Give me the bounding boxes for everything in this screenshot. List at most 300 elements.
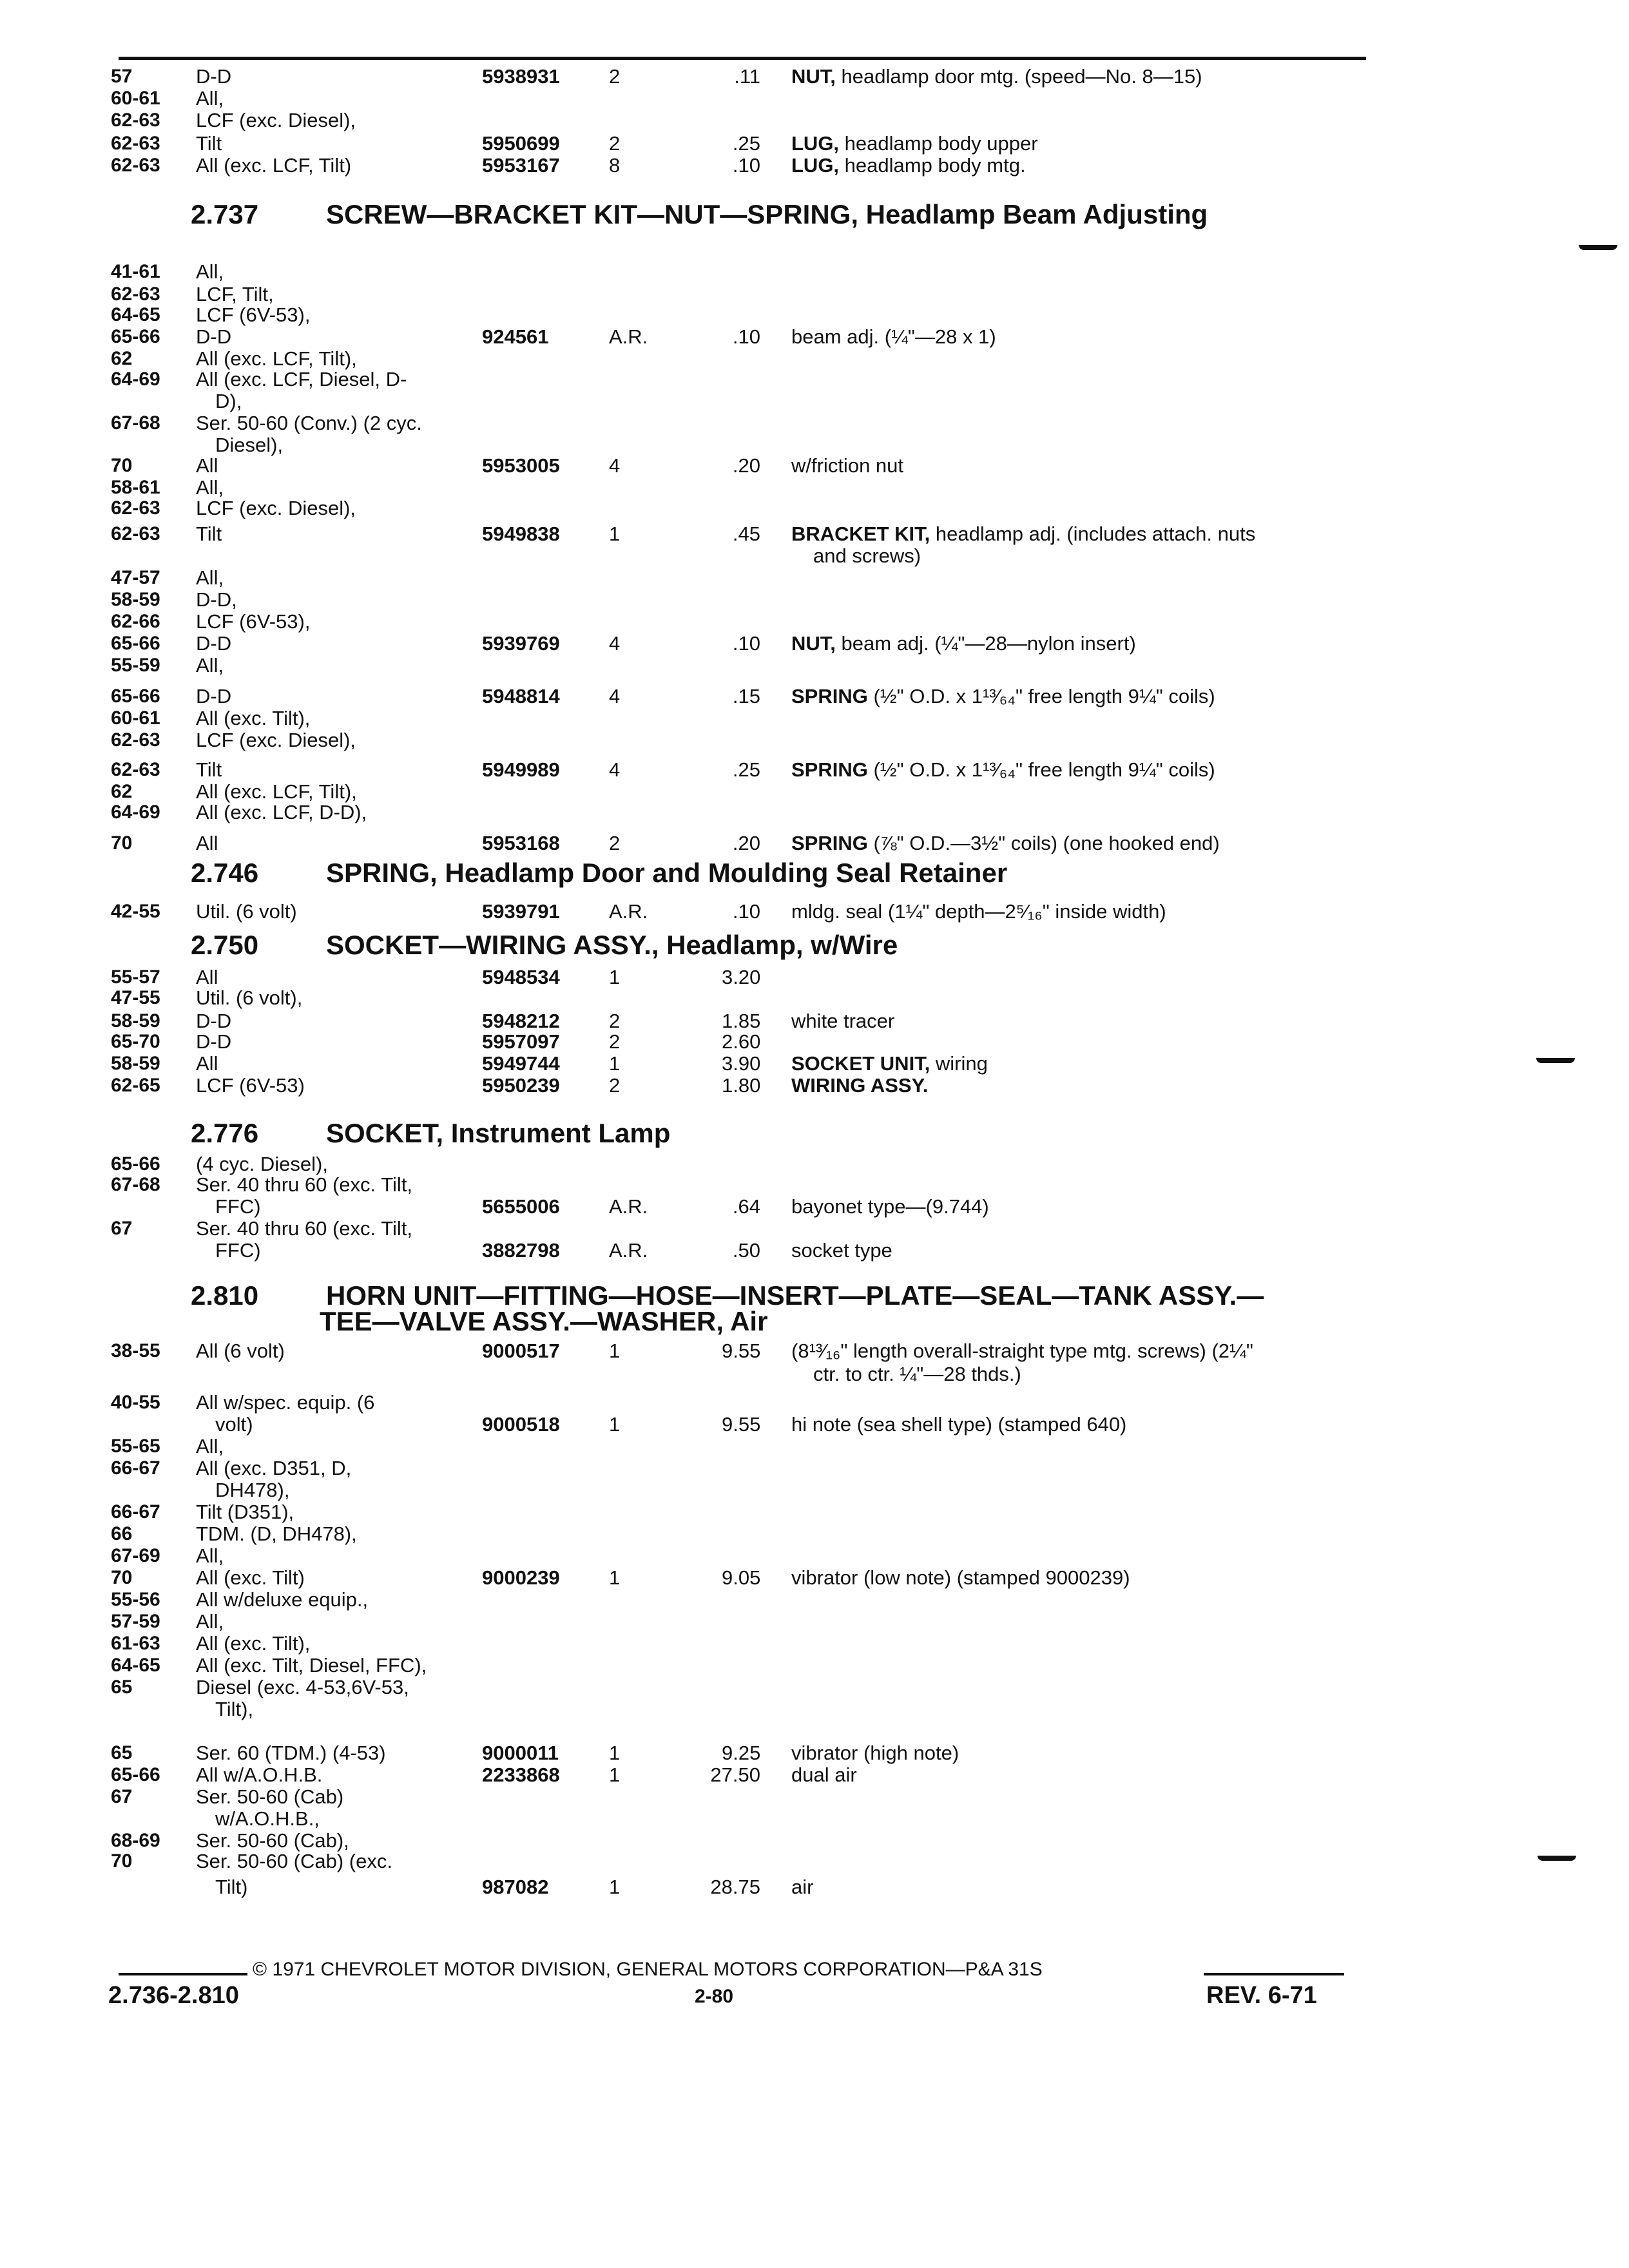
quantity: A.R. [609,1239,648,1262]
application: FFC) [215,1196,261,1218]
application: D-D [196,1031,232,1053]
description-text: headlamp adj. (includes attach. nuts [930,523,1256,545]
application: DH478), [215,1479,290,1501]
model-years: 68-69 [111,1830,160,1851]
parts-row [0,1786,1629,1808]
part-number: 5953005 [482,454,560,477]
footer-rule-right [1204,1973,1344,1975]
price: .64 [732,1195,760,1218]
parts-row [0,1075,1629,1097]
parts-row [0,1436,1629,1457]
application: Tilt) [215,1876,248,1898]
section-heading [0,928,1629,963]
application: All (exc. Tilt), [196,707,311,729]
price: .50 [732,1239,760,1262]
parts-row [0,1611,1629,1633]
model-years: 64-69 [111,369,160,390]
quantity: 1 [609,1413,621,1436]
model-years: 62-63 [111,729,160,751]
application: All (exc. LCF, Tilt) [196,155,352,177]
description [791,1742,959,1764]
description-text: headlamp body upper [839,133,1038,155]
parts-row [0,155,1629,177]
model-years: 62-63 [111,133,160,154]
price: 27.50 [710,1763,760,1786]
quantity: 2 [609,1074,621,1097]
description-text: (½" O.D. x 1¹³⁄₆₄" free length 9¼" coils) [867,686,1215,707]
application: Ser. 50-60 (Conv.) (2 cyc. [196,412,422,434]
model-years: 62-63 [111,284,160,305]
parts-row [0,781,1629,803]
model-years: 62-65 [111,1075,160,1096]
quantity: 1 [609,1566,621,1589]
quantity: 2 [609,1030,621,1053]
model-years: 58-59 [111,1010,160,1032]
part-number: 5939769 [482,632,560,655]
model-years: 57 [111,66,133,87]
parts-row [0,1340,1629,1362]
parts-row [0,1808,1629,1830]
description-text: bayonet type—(9.744) [791,1196,989,1218]
application: All, [196,261,224,283]
part-number: 5949744 [482,1052,560,1075]
description [791,759,1215,781]
description [791,1240,892,1262]
description [791,1010,894,1032]
application: All w/spec. equip. (6 [196,1392,375,1414]
parts-row [0,589,1629,611]
price: 28.75 [710,1876,760,1898]
parts-row [0,633,1629,655]
parts-row [0,284,1629,305]
parts-row [0,1363,1629,1385]
section-heading-continued [0,1304,1629,1339]
quantity: 1 [609,966,621,988]
footer-copyright: © 1971 CHEVROLET MOTOR DIVISION, GENERAL MOTORS CORPORATION—P&A 31S [253,1959,1043,1980]
parts-row [0,110,1629,131]
application: Ser. 50-60 (Cab) (exc. [196,1850,392,1872]
model-years: 67-68 [111,412,160,434]
model-years: 55-59 [111,655,160,676]
parts-row [0,1457,1629,1479]
parts-row [0,1153,1629,1175]
application: Ser. 50-60 (Cab) [196,1786,344,1808]
description [791,523,1255,545]
application: LCF (exc. Diesel), [196,497,356,519]
parts-row [0,412,1629,434]
section-number: 2.750 [191,930,259,960]
model-years: 38-55 [111,1340,160,1361]
application: All, [196,1611,224,1633]
part-number: 5948212 [482,1010,560,1032]
model-years: 65 [111,1677,133,1698]
part-number: 5948814 [482,685,560,707]
description [791,1340,1253,1362]
description-text: w/friction nut [791,455,904,477]
model-years: 60-61 [111,88,160,109]
parts-row [0,1501,1629,1523]
part-number: 5938931 [482,65,560,88]
application: D-D, [196,589,237,611]
parts-row [0,455,1629,477]
model-years: 67-68 [111,1174,160,1195]
section-title: SOCKET—WIRING ASSY., Headlamp, w/Wire [326,930,898,960]
part-number: 5950699 [482,132,560,155]
application: Tilt [196,523,222,545]
model-years: 62-63 [111,759,160,780]
application: (4 cyc. Diesel), [196,1153,328,1175]
description-text: (½" O.D. x 1¹³⁄₆₄" free length 9¼" coils) [867,759,1215,781]
parts-row [0,1031,1629,1053]
price: .11 [734,65,760,88]
description-text: vibrator (low note) (stamped 9000239) [791,1567,1130,1589]
part-number: 924561 [482,325,549,348]
application: Tilt), [215,1698,254,1720]
model-years: 67 [111,1786,133,1807]
parts-row [0,1677,1629,1698]
model-years: 65-70 [111,1031,160,1052]
price: .20 [732,832,760,854]
parts-row [0,1218,1629,1240]
application: D-D [196,686,232,707]
price: .10 [732,154,760,177]
model-years: 70 [111,1850,133,1872]
section-number: 2.776 [191,1118,259,1148]
parts-row [0,545,1629,567]
application: Ser. 60 (TDM.) (4-53) [196,1742,386,1764]
price: .45 [732,523,760,545]
parts-row [0,1196,1629,1218]
quantity: 4 [609,685,621,707]
model-years: 47-57 [111,567,160,588]
quantity: 2 [609,65,621,88]
description [791,133,1038,155]
parts-row [0,1567,1629,1589]
description-keyword: SPRING [791,832,868,854]
price: .10 [732,325,760,348]
description-keyword: LUG, [791,155,840,177]
section-heading [0,197,1629,232]
part-number: 5950239 [482,1074,560,1097]
description [791,326,996,348]
parts-row [0,1174,1629,1196]
section-heading [0,856,1629,890]
description-text: socket type [791,1240,892,1262]
description-text: headlamp door mtg. (speed—No. 8—15) [835,66,1202,88]
parts-row [0,1830,1629,1852]
application: D-D [196,633,232,655]
parts-row [0,686,1629,707]
parts-row [0,1655,1629,1677]
parts-row [0,1698,1629,1720]
quantity: 4 [609,454,621,477]
parts-row [0,66,1629,88]
binder-mark [1537,1856,1576,1861]
description [791,1053,988,1075]
parts-row [0,261,1629,283]
application: D-D [196,1010,232,1032]
quantity: 1 [609,1340,621,1362]
parts-row [0,759,1629,781]
description-text: headlamp body mtg. [839,155,1026,177]
model-years: 65-66 [111,1764,160,1785]
model-years: 57-59 [111,1611,160,1632]
model-years: 55-57 [111,966,160,988]
model-years: 70 [111,455,133,476]
model-years: 61-63 [111,1633,160,1654]
part-number: 5949838 [482,523,560,545]
model-years: 65-66 [111,326,160,347]
part-number: 5953167 [482,154,560,177]
quantity: 2 [609,132,621,155]
application: All (exc. D351, D, [196,1457,352,1479]
footer-section-range: 2.736-2.810 [108,1982,239,2009]
parts-row [0,1392,1629,1414]
quantity: 1 [609,523,621,545]
description [791,901,1166,923]
price: 1.80 [722,1074,761,1097]
application: Tilt (D351), [196,1501,294,1523]
price: .20 [732,454,760,477]
application: Ser. 40 thru 60 (exc. Tilt, [196,1174,412,1196]
model-years: 65-66 [111,1153,160,1175]
parts-row [0,1876,1629,1898]
parts-row [0,1589,1629,1611]
model-years: 60-61 [111,707,160,729]
description-text: air [791,1876,814,1898]
part-number: 9000239 [482,1566,560,1589]
description-text: white tracer [791,1010,895,1032]
application: All [196,1053,218,1075]
parts-row [0,966,1629,988]
application: Tilt [196,759,222,781]
description [813,1363,1021,1385]
model-years: 62-63 [111,155,160,176]
application: w/A.O.H.B., [215,1808,320,1830]
description [791,686,1215,707]
parts-row [0,523,1629,545]
parts-row [0,348,1629,370]
parts-row [0,1053,1629,1075]
description-text: ctr. to ctr. ¼"—28 thds.) [813,1363,1021,1385]
section-heading [0,1116,1629,1151]
application: TDM. (D, DH478), [196,1523,357,1545]
model-years: 62-63 [111,523,160,544]
quantity: 1 [609,1876,621,1898]
application: All, [196,655,224,677]
application: D-D [196,66,232,88]
application: All, [196,477,224,499]
application: All (exc. LCF, Diesel, D- [196,369,407,390]
price: .10 [732,900,760,923]
model-years: 62 [111,348,133,369]
description-text: beam adj. (¼"—28 x 1) [791,326,996,348]
parts-row [0,133,1629,155]
quantity: A.R. [609,325,648,348]
application: All w/A.O.H.B. [196,1764,323,1786]
parts-row [0,707,1629,729]
application: All (exc. LCF, Tilt), [196,348,357,370]
section-title: HORN UNIT—FITTING—HOSE—INSERT—PLATE—SEAL—TANK ASSY.— [326,1280,1264,1311]
price: .15 [732,685,760,707]
price: 3.90 [722,1052,761,1075]
application: All w/deluxe equip., [196,1589,369,1611]
application: LCF (6V-53), [196,304,311,326]
quantity: 1 [609,1052,621,1075]
quantity: 1 [609,1742,621,1764]
section-title-line2: TEE—VALVE ASSY.—WASHER, Air [320,1306,768,1336]
description-keyword: SPRING [791,759,868,781]
section-title: SPRING, Headlamp Door and Moulding Seal Retainer [326,858,1008,888]
model-years: 64-65 [111,304,160,325]
parts-row [0,88,1629,110]
part-number: 5953168 [482,832,560,854]
section-number: 2.746 [191,858,259,888]
application: All, [196,1436,224,1457]
description [813,545,921,567]
application: All [196,455,218,477]
application: D-D [196,326,232,348]
footer-rule-left [119,1973,247,1975]
parts-row [0,434,1629,456]
section-number: 2.737 [191,199,259,229]
description [791,155,1026,177]
quantity: 2 [609,832,621,854]
application: Diesel (exc. 4-53,6V-53, [196,1677,409,1698]
application: LCF (6V-53), [196,611,311,633]
part-number: 5939791 [482,900,560,923]
description [791,1196,989,1218]
parts-row [0,1240,1629,1262]
model-years: 70 [111,832,133,854]
parts-row [0,1633,1629,1655]
application: All (exc. LCF, Tilt), [196,781,357,803]
section-title: SOCKET, Instrument Lamp [326,1118,671,1148]
part-number: 5957097 [482,1030,560,1053]
description-text: and screws) [813,545,921,567]
parts-row [0,1764,1629,1786]
part-number: 2233868 [482,1763,560,1786]
description [791,1075,928,1097]
section-title: SCREW—BRACKET KIT—NUT—SPRING, Headlamp Beam Adjusting [326,199,1208,229]
quantity: A.R. [609,900,648,923]
model-years: 62-63 [111,110,160,131]
binder-mark [1536,1058,1575,1063]
parts-row [0,611,1629,633]
parts-row [0,304,1629,326]
application: Ser. 40 thru 60 (exc. Tilt, [196,1218,412,1240]
application: LCF (exc. Diesel), [196,110,356,131]
description-text: mldg. seal (1¼" depth—2⁵⁄₁₆" inside width) [791,901,1166,923]
description-text: (8¹³⁄₁₆" length overall-straight type mtg. screws) (2¼" [791,1340,1253,1362]
parts-row [0,1545,1629,1567]
model-years: 66-67 [111,1457,160,1479]
parts-row [0,987,1629,1009]
parts-row [0,901,1629,923]
application: D), [215,390,242,412]
part-number: 987082 [482,1876,549,1898]
parts-row [0,1010,1629,1032]
parts-row [0,1850,1629,1872]
parts-row [0,832,1629,854]
price: 9.55 [722,1340,761,1362]
application: LCF (6V-53) [196,1075,305,1097]
model-years: 62-66 [111,611,160,632]
parts-row [0,1523,1629,1545]
footer-revision: REV. 6-71 [1206,1982,1317,2009]
model-years: 58-59 [111,589,160,610]
model-years: 41-61 [111,261,160,282]
application: Tilt [196,133,222,155]
parts-row [0,1742,1629,1764]
price: .25 [732,132,760,155]
description-text: vibrator (high note) [791,1742,959,1764]
description [791,1567,1130,1589]
model-years: 66-67 [111,1501,160,1523]
price: .10 [732,632,760,655]
application: All (exc. Tilt) [196,1567,305,1589]
model-years: 67-69 [111,1545,160,1566]
description-keyword: BRACKET KIT, [791,523,930,545]
application: All, [196,567,224,589]
description-keyword: NUT, [791,66,836,88]
model-years: 55-65 [111,1436,160,1457]
description [791,455,903,477]
model-years: 65 [111,1742,133,1763]
description-text: wiring [930,1053,988,1075]
quantity: 1 [609,1763,621,1786]
parts-row [0,802,1629,823]
application: FFC) [215,1240,261,1262]
parts-row [0,1479,1629,1501]
model-years: 65-66 [111,633,160,654]
quantity: 4 [609,758,621,781]
model-years: 64-65 [111,1655,160,1676]
description [791,832,1220,854]
application: All, [196,1545,224,1567]
binder-mark [1579,245,1617,250]
description-keyword: SOCKET UNIT, [791,1053,930,1075]
quantity: 8 [609,154,621,177]
parts-row [0,390,1629,412]
model-years: 64-69 [111,802,160,823]
description-keyword: SPRING [791,686,868,707]
description-text: hi note (sea shell type) (stamped 640) [791,1414,1127,1436]
application: All (exc. Tilt), [196,1633,311,1655]
part-number: 9000517 [482,1340,560,1362]
model-years: 58-61 [111,477,160,498]
price: 3.20 [722,966,761,988]
application: Util. (6 volt), [196,987,303,1009]
quantity: 2 [609,1010,621,1032]
price: 2.60 [722,1030,761,1053]
description [791,633,1136,655]
price: .25 [732,758,760,781]
application: Util. (6 volt) [196,901,297,923]
application: All (exc. Tilt, Diesel, FFC), [196,1655,427,1677]
top-rule [119,57,1366,60]
model-years: 58-59 [111,1053,160,1074]
description-keyword: WIRING ASSY. [791,1075,929,1097]
model-years: 55-56 [111,1589,160,1610]
parts-row [0,567,1629,589]
description-keyword: NUT, [791,633,836,655]
description [791,66,1202,88]
model-years: 62 [111,781,133,802]
application: Diesel), [215,434,284,456]
application: All [196,832,218,854]
model-years: 66 [111,1523,133,1544]
